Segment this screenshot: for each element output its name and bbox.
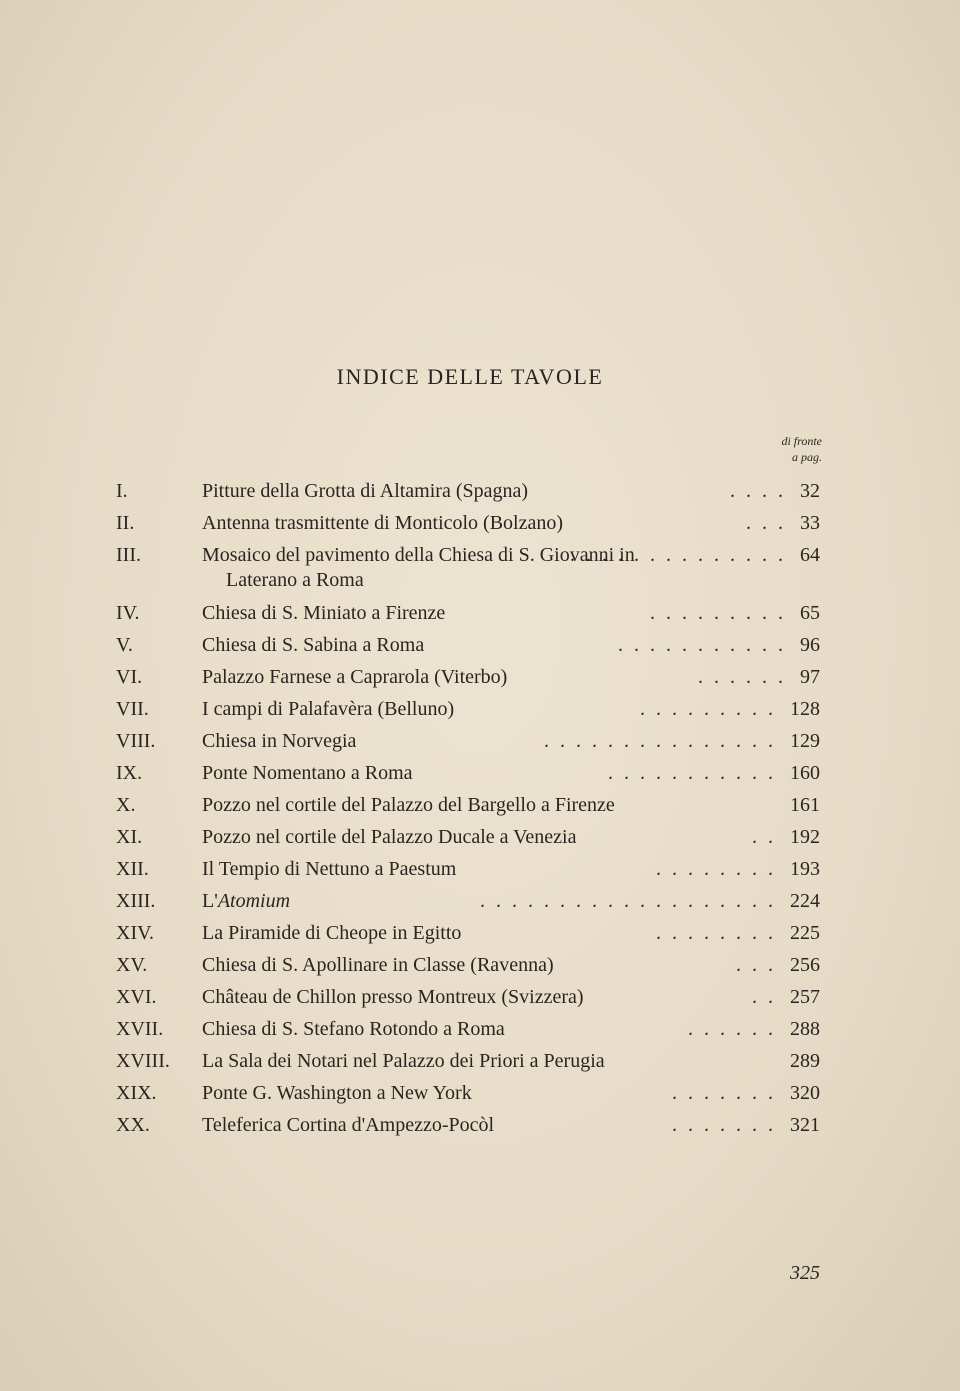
leader-dots: . . . . . . . . . . . (618, 634, 786, 656)
entry-title: Mosaico del pavimento della Chiesa di S. Giovanni in (202, 544, 635, 566)
toc-entry (116, 474, 826, 506)
entry-title: Pozzo nel cortile del Palazzo Ducale a Venezia (202, 826, 577, 848)
toc-entry (116, 692, 826, 724)
toc-entry (116, 820, 826, 852)
entry-page: 225 (790, 922, 820, 944)
leader-dots: . . . . . . . (672, 1082, 776, 1104)
entry-title: Ponte G. Washington a New York (202, 1082, 472, 1104)
entry-page: 192 (790, 826, 820, 848)
entry-number: XIII. (116, 890, 156, 912)
entry-page: 64 (800, 544, 820, 566)
entry-page: 160 (790, 762, 820, 784)
page-number: 325 (790, 1262, 820, 1284)
column-note (781, 433, 822, 465)
entry-title: Il Tempio di Nettuno a Paestum (202, 858, 457, 880)
leader-dots: . . . (746, 512, 786, 534)
entry-number: V. (116, 634, 133, 656)
entry-number: I. (116, 480, 128, 502)
entry-number: XVII. (116, 1018, 164, 1040)
entry-page: 32 (800, 480, 820, 502)
entry-number: X. (116, 794, 136, 816)
leader-dots: . . . . . . (698, 666, 786, 688)
leader-dots: . . . (736, 954, 776, 976)
entry-page: 65 (800, 602, 820, 624)
leader-dots: . . . . . . . . . . . (608, 762, 776, 784)
entry-page: 289 (790, 1050, 820, 1072)
entry-title: Pitture della Grotta di Altamira (Spagna) (202, 480, 529, 502)
toc-entry (116, 596, 826, 628)
entry-title: La Sala dei Notari nel Palazzo dei Priori a Perugia (202, 1050, 605, 1072)
toc-entry (116, 852, 826, 884)
entry-title: Pozzo nel cortile del Palazzo del Bargello a Firenze (202, 794, 615, 816)
toc-entry (116, 1044, 826, 1076)
toc-entry (116, 884, 826, 916)
entry-page: 257 (790, 986, 820, 1008)
entry-number: IX. (116, 762, 143, 784)
entry-number: II. (116, 512, 135, 534)
leader-dots: . . . . . . . . . . . . . . . (544, 730, 776, 752)
entry-title: La Piramide di Cheope in Egitto (202, 922, 462, 944)
toc-entry (116, 916, 826, 948)
entry-page: 193 (790, 858, 820, 880)
leader-dots: . . . . . . . . . (650, 602, 786, 624)
entry-number: III. (116, 544, 141, 566)
entry-title: Ponte Nomentano a Roma (202, 762, 413, 784)
toc-entry (116, 948, 826, 980)
entry-number: XII. (116, 858, 149, 880)
leader-dots: . . . . . . . . . . . . . . . . . . . (480, 890, 776, 912)
leader-dots: . . . . . . (688, 1018, 776, 1040)
entry-page: 321 (790, 1114, 820, 1136)
entry-page: 161 (790, 794, 820, 816)
entry-number: XVI. (116, 986, 157, 1008)
leader-dots: . . . . . . . (672, 1114, 776, 1136)
entry-number: XV. (116, 954, 148, 976)
entry-title-prefix: L' (202, 890, 218, 912)
entry-number: XI. (116, 826, 143, 848)
toc-entry (116, 506, 826, 538)
toc-entry (116, 538, 826, 596)
toc-entry (116, 980, 826, 1012)
entry-title: I campi di Palafavèra (Belluno) (202, 698, 455, 720)
entry-page: 224 (790, 890, 820, 912)
entry-title: Chiesa di S. Miniato a Firenze (202, 602, 446, 624)
entry-page: 128 (790, 698, 820, 720)
entry-number: XX. (116, 1114, 150, 1136)
entry-number: XIX. (116, 1082, 157, 1104)
table-of-plates (116, 474, 826, 1140)
entry-title: Palazzo Farnese a Caprarola (Viterbo) (202, 666, 508, 688)
toc-entry (116, 1012, 826, 1044)
entry-page: 96 (800, 634, 820, 656)
entry-page: 97 (800, 666, 820, 688)
leader-dots: . . . . . . . . . (640, 698, 776, 720)
entry-title: Chiesa in Norvegia (202, 730, 357, 752)
leader-dots: . . . . . . . . (656, 858, 776, 880)
entry-title: Chiesa di S. Stefano Rotondo a Roma (202, 1018, 505, 1040)
entry-page: 256 (790, 954, 820, 976)
entry-title: Chiesa di S. Sabina a Roma (202, 634, 425, 656)
entry-title-italic: Atomium (217, 890, 291, 912)
entry-page: 320 (790, 1082, 820, 1104)
column-note-line2: a pag. (792, 450, 822, 464)
entry-page: 288 (790, 1018, 820, 1040)
toc-entry (116, 724, 826, 756)
toc-entry (116, 756, 826, 788)
entry-number: VIII. (116, 730, 156, 752)
leader-dots: . . . . (730, 480, 786, 502)
entry-number: XVIII. (116, 1050, 170, 1072)
entry-page: 33 (800, 512, 820, 534)
entry-number: VI. (116, 666, 143, 688)
leader-dots: . . . . . . . . (656, 922, 776, 944)
entry-page: 129 (790, 730, 820, 752)
toc-entry (116, 1108, 826, 1140)
toc-entry (116, 788, 826, 820)
column-note-line1: di fronte (781, 434, 822, 448)
entry-title: Chiesa di S. Apollinare in Classe (Ravenna) (202, 954, 554, 976)
toc-entry (116, 628, 826, 660)
leader-dots: . . (752, 986, 776, 1008)
leader-dots: . . (752, 826, 776, 848)
entry-number: XIV. (116, 922, 154, 944)
page-title: INDICE DELLE TAVOLE (336, 364, 604, 389)
entry-title: Château de Chillon presso Montreux (Svizzera) (202, 986, 584, 1008)
leader-dots: . . . . . . . . . . . . . . (570, 544, 786, 566)
entry-title-continued: Laterano a Roma (226, 569, 364, 591)
entry-number: IV. (116, 602, 140, 624)
toc-entry (116, 1076, 826, 1108)
entry-title: Teleferica Cortina d'Ampezzo-Pocòl (202, 1114, 495, 1136)
entry-number: VII. (116, 698, 149, 720)
toc-entry (116, 660, 826, 692)
entry-title: Antenna trasmittente di Monticolo (Bolzano) (202, 512, 564, 534)
